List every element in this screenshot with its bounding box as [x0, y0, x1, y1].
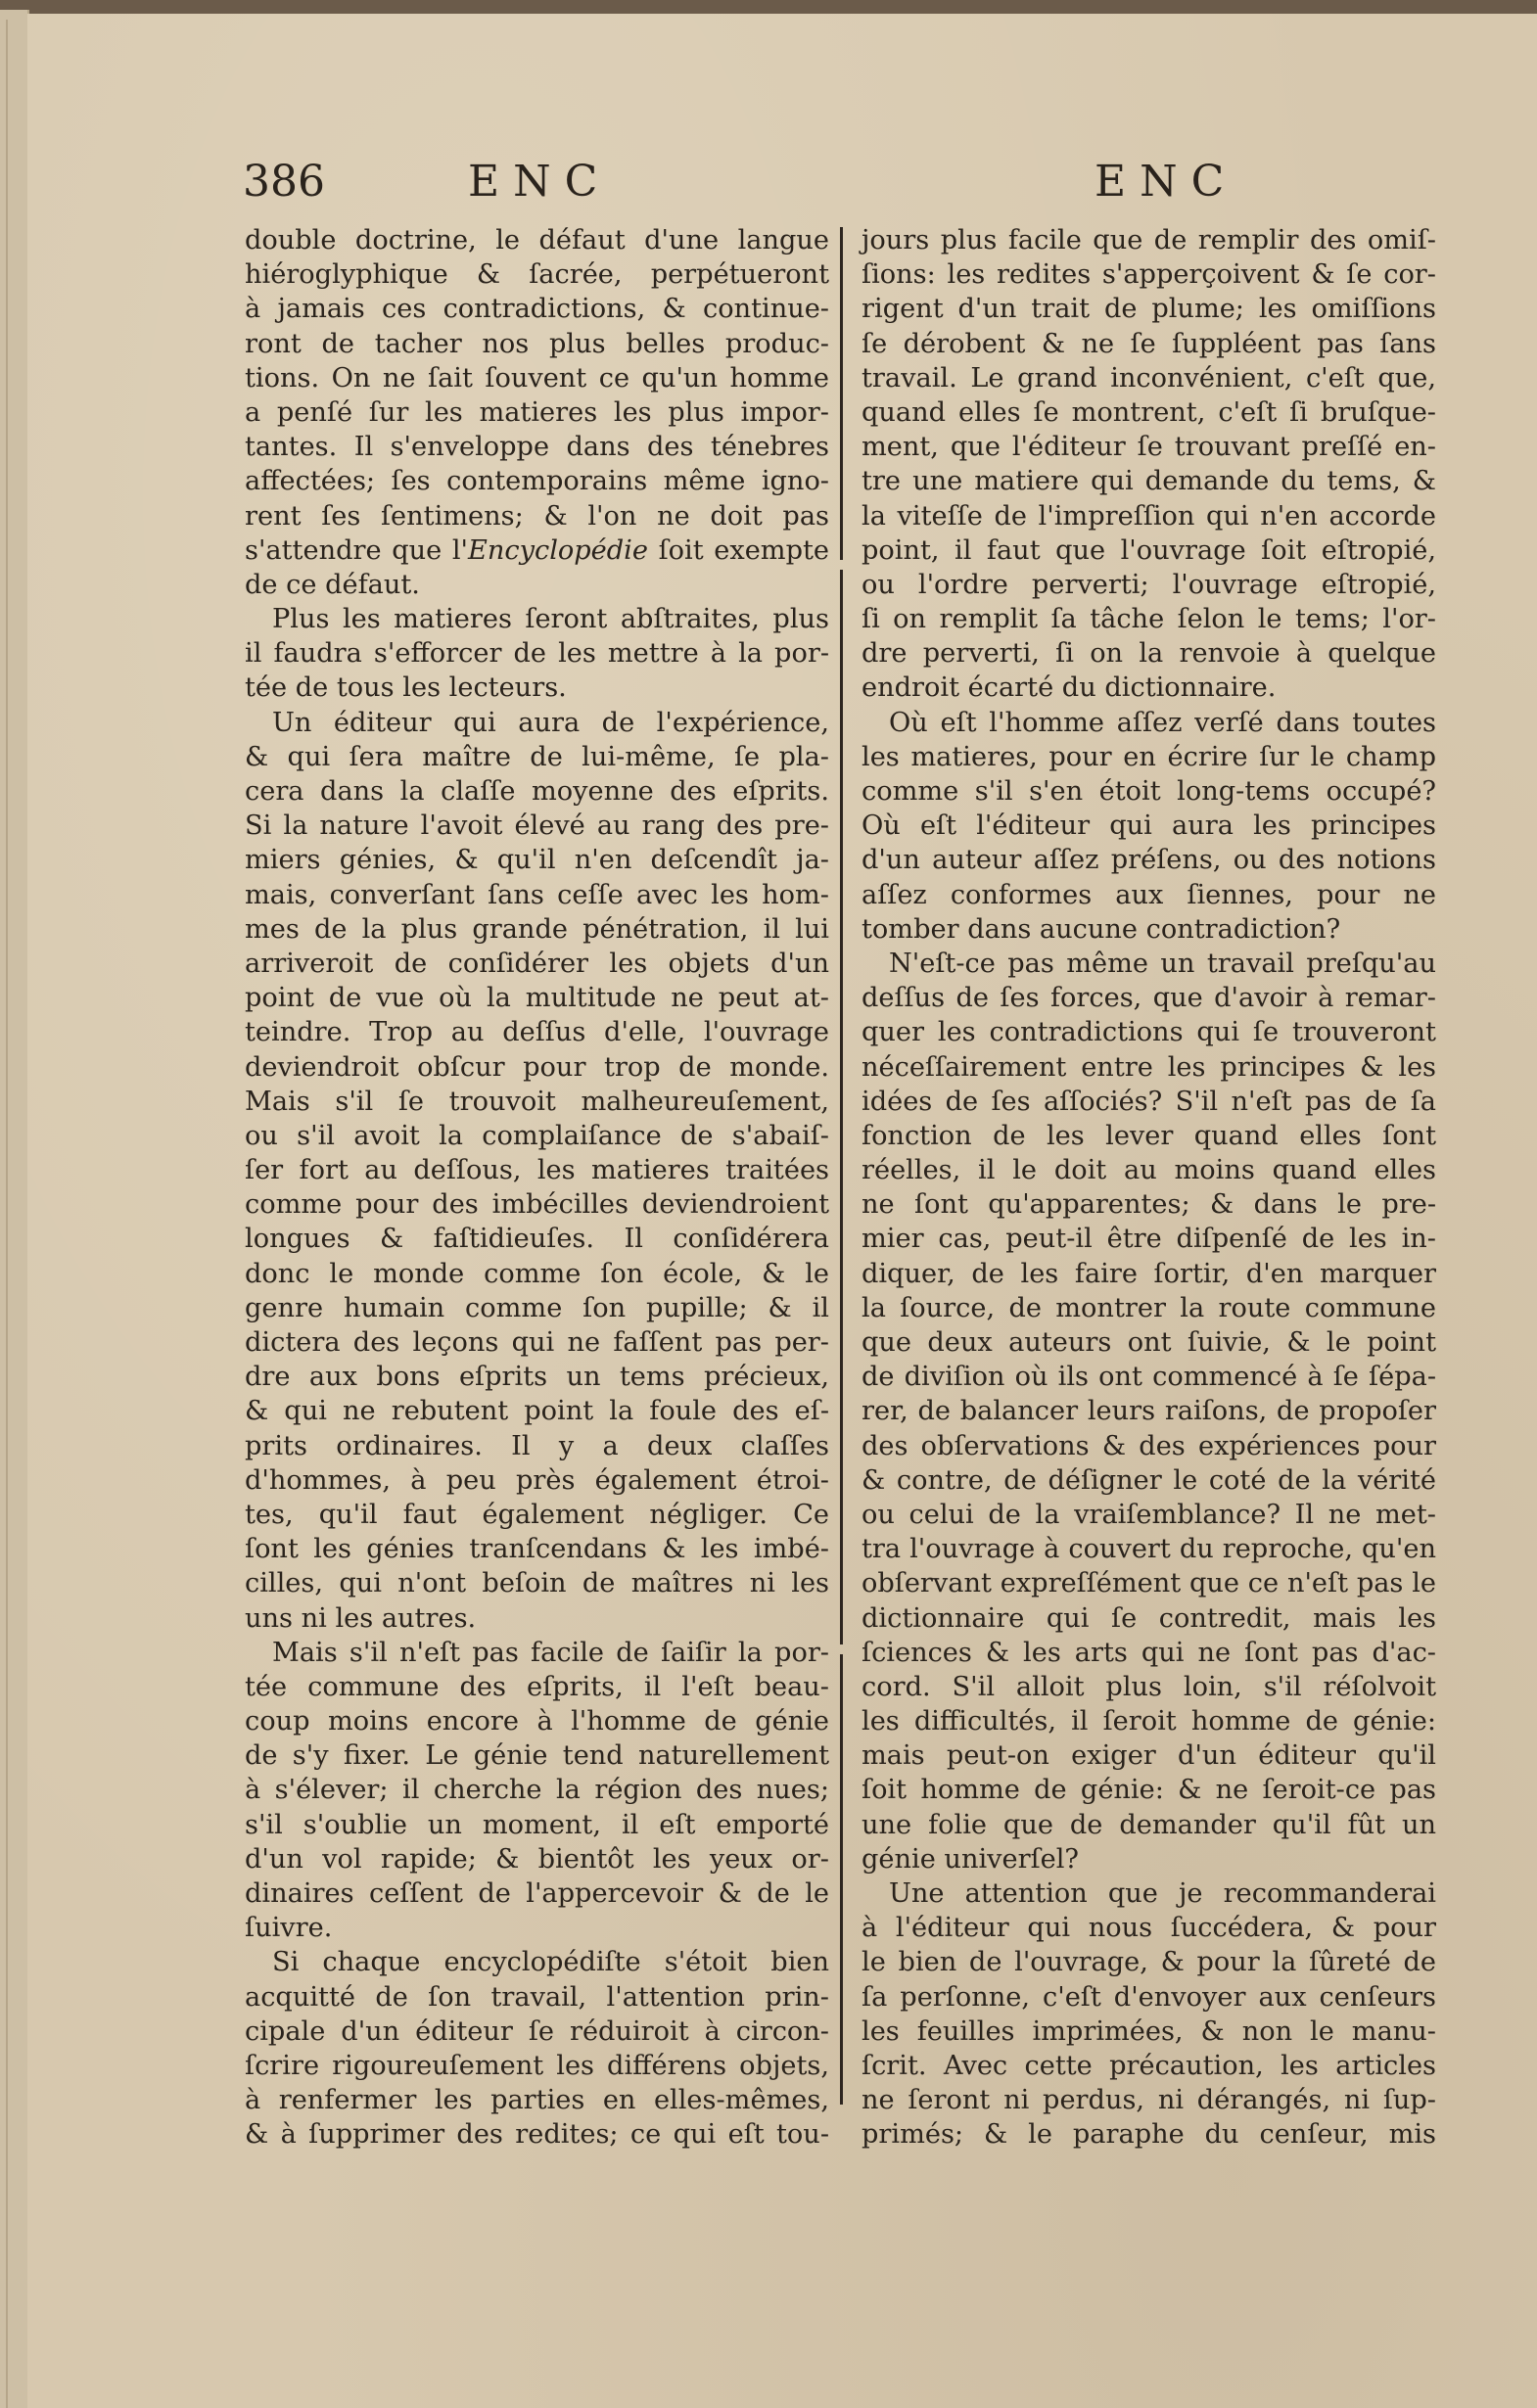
text-line-segment: Si chaque encyclopédiſte s'étoit bien	[272, 1947, 829, 1978]
text-line-segment: comme pour des imbécilles deviendroient	[245, 1189, 829, 1221]
text-line	[862, 292, 1436, 326]
text-line-segment: dre perverti, ſi on la renvoie à quelque	[862, 638, 1436, 670]
text-line-segment: à jamais ces contradictions, & continue-	[245, 294, 829, 325]
text-line-segment: de diviſion où ils ont commencé à ſe ſépa-	[862, 1362, 1436, 1393]
text-line-segment: que deux auteurs ont ſuivie, & le point	[862, 1327, 1436, 1358]
text-line	[862, 395, 1436, 430]
text-line-segment: cilles, qui n'ont beſoin de maîtres ni les	[245, 1568, 829, 1599]
text-line	[245, 1945, 829, 1979]
text-line-segment: dictionnaire qui ſe contredit, mais les	[862, 1602, 1436, 1634]
text-line-segment: d'hommes, à peu près également étroi-	[245, 1464, 829, 1496]
text-line	[862, 2014, 1436, 2049]
text-line-segment: affectées; ſes contemporains même igno-	[245, 466, 829, 497]
text-line	[245, 1360, 829, 1394]
text-line-segment: ou celui de la vraiſemblance? Il ne met-	[862, 1499, 1436, 1530]
text-line	[862, 1532, 1436, 1566]
text-line-segment: point, il faut que l'ouvrage ſoit eſtropié,	[862, 534, 1436, 566]
text-line-segment: de ce défaut.	[245, 569, 420, 600]
text-line	[245, 2014, 829, 2049]
right-text-column	[862, 223, 1436, 2153]
text-line-segment: mais, converſant ſans ceſſe avec les hom-	[245, 879, 829, 910]
text-line-segment: dre aux bons eſprits un tems précieux,	[245, 1362, 829, 1393]
text-line	[245, 1429, 829, 1463]
text-line	[862, 1463, 1436, 1498]
text-line-segment: tra l'ouvrage à couvert du reproche, qu'en	[862, 1534, 1436, 1565]
scan-top-edge	[0, 0, 1537, 14]
text-line-segment: Plus les matieres ſeront abſtraites, plus	[272, 604, 829, 635]
text-line-segment: ſcrit. Avec cette précaution, les articles	[862, 2050, 1436, 2081]
text-line	[862, 1636, 1436, 1670]
text-line-segment: obſervant expreſſément que ce n'eſt pas le	[862, 1568, 1436, 1599]
column-rule	[840, 570, 843, 1644]
text-line	[245, 1257, 829, 1291]
text-line	[862, 1842, 1436, 1876]
text-line-segment: dinaires ceſſent de l'appercevoir & de le	[245, 1878, 829, 1909]
text-line-segment: Une attention que je recommanderai	[889, 1878, 1436, 1909]
text-line-segment: ne ſeront ni perdus, ni dérangés, ni ſup-	[862, 2085, 1436, 2116]
text-line	[245, 1291, 829, 1325]
text-line-segment: quand elles ſe montrent, c'eſt ſi bruſque-	[862, 396, 1436, 428]
text-line-segment: idées de ſes aſſociés? S'il n'eſt pas de ſa	[862, 1086, 1436, 1117]
text-line-segment: & qui ſera maître de lui-même, ſe pla-	[245, 741, 829, 772]
text-line-segment: ſuivre.	[245, 1913, 333, 1944]
text-line-segment: point de vue où la multitude ne peut at-	[245, 983, 829, 1014]
text-line	[245, 1842, 829, 1876]
text-line	[862, 843, 1436, 877]
text-line-segment: ne ſont qu'apparentes; & dans le pre-	[862, 1189, 1436, 1221]
text-line	[245, 809, 829, 843]
text-line	[245, 327, 829, 361]
text-line	[862, 1498, 1436, 1532]
text-line	[862, 774, 1436, 809]
text-line	[245, 947, 829, 981]
italic-title: Encyclopédie	[468, 534, 648, 566]
text-line	[862, 361, 1436, 395]
text-line-segment: deſſus de ſes forces, que d'avoir à remar-	[862, 983, 1436, 1014]
text-line-segment: réelles, il le doit au moins quand elles	[862, 1155, 1436, 1186]
text-line	[862, 1085, 1436, 1119]
text-line	[245, 257, 829, 292]
text-line-segment: la viteſſe de l'impreſſion qui n'en accorde	[862, 500, 1436, 532]
text-line-segment: cera dans la claſſe moyenne des eſprits.	[245, 776, 829, 807]
text-line	[245, 499, 829, 533]
text-line-segment: rer, de balancer leurs raiſons, de propoſer	[862, 1396, 1436, 1427]
text-line-segment: tée de tous les lecteurs.	[245, 672, 567, 704]
text-line-segment: longues & faſtidieuſes. Il conſidérera	[245, 1224, 829, 1255]
text-line	[862, 430, 1436, 464]
running-header-left: ENC	[468, 157, 612, 207]
text-line-segment: les matieres, pour en écrire ſur le champ	[862, 741, 1436, 772]
text-line	[245, 1015, 829, 1049]
text-line	[245, 2117, 829, 2152]
text-line	[862, 327, 1436, 361]
text-line-segment: de s'y fixer. Le génie tend naturellement	[245, 1740, 829, 1772]
text-line	[862, 2083, 1436, 2117]
text-line	[245, 464, 829, 498]
text-line	[245, 1601, 829, 1636]
text-line-segment: arriveroit de conſidérer les objets d'un	[245, 948, 829, 979]
text-line-segment: ſe dérobent & ne ſe ſuppléent pas ſans	[862, 328, 1436, 359]
text-line	[862, 1876, 1436, 1911]
text-line-segment: ront de tacher nos plus belles produc-	[245, 328, 829, 359]
column-rule	[840, 227, 843, 560]
text-line	[245, 2083, 829, 2117]
text-line-segment: ou l'ordre perverti; l'ouvrage eſtropié,	[862, 569, 1436, 600]
text-line	[862, 1980, 1436, 2014]
text-line	[862, 1050, 1436, 1085]
text-line	[862, 257, 1436, 292]
text-line	[862, 464, 1436, 498]
text-line	[862, 706, 1436, 740]
text-line	[862, 1360, 1436, 1394]
column-rule	[840, 1654, 843, 2105]
text-line-segment: jours plus facile que de remplir des omiſ-	[862, 225, 1436, 255]
text-line-segment: ſions: les redites s'apperçoivent & ſe cor-	[862, 259, 1436, 291]
text-line	[245, 1980, 829, 2014]
text-line-segment: double doctrine, le défaut d'une langue	[245, 225, 829, 255]
text-line-segment: dictera des leçons qui ne faſſent pas per-	[245, 1327, 829, 1358]
text-line-segment: le bien de l'ouvrage, & pour la ſûreté de	[862, 1947, 1436, 1978]
text-line	[862, 1153, 1436, 1187]
text-line	[862, 1738, 1436, 1773]
text-line	[862, 533, 1436, 568]
text-line	[245, 1773, 829, 1807]
text-line	[862, 1566, 1436, 1600]
text-line-segment: néceſſairement entre les principes & les	[862, 1051, 1436, 1083]
text-line-segment: genre humain comme ſon pupille; & il	[245, 1292, 829, 1323]
text-line-segment: ſciences & les arts qui ne ſont pas d'ac-	[862, 1637, 1436, 1668]
text-line-segment: la ſource, de montrer la route commune	[862, 1292, 1436, 1323]
text-line	[862, 1394, 1436, 1428]
text-line	[245, 706, 829, 740]
text-line	[862, 223, 1436, 257]
text-line	[245, 774, 829, 809]
text-line	[862, 1257, 1436, 1291]
text-line	[245, 568, 829, 602]
text-line-segment: d'un auteur aſſez préſens, ou des notions	[862, 845, 1436, 876]
text-line-segment: rent ſes ſentimens; & l'on ne doit pas	[245, 500, 829, 532]
left-text-column	[245, 223, 829, 2153]
text-line-segment: ſer fort au deſſous, les matieres traitées	[245, 1155, 829, 1186]
text-line-segment: deviendroit obſcur pour trop de monde.	[245, 1051, 829, 1083]
text-line	[245, 533, 829, 568]
text-line	[245, 1670, 829, 1704]
text-line	[245, 1085, 829, 1119]
text-line	[862, 1670, 1436, 1704]
text-line-segment: & qui ne rebutent point la foule des eſ-	[245, 1396, 829, 1427]
text-line	[862, 1291, 1436, 1325]
text-line-segment: d'un vol rapide; & bientôt les yeux or-	[245, 1843, 829, 1875]
text-line-segment: tomber dans aucune contradiction?	[862, 913, 1341, 945]
text-line-segment: tantes. Il s'enveloppe dans des ténebres	[245, 432, 829, 463]
text-line	[245, 1808, 829, 1842]
text-line-segment: génie univerſel?	[862, 1843, 1080, 1875]
text-line	[862, 1429, 1436, 1463]
text-line-segment: s'il s'oublie un moment, il eſt emporté	[245, 1809, 829, 1840]
text-line	[245, 1222, 829, 1256]
text-line	[245, 1325, 829, 1360]
text-line-segment: fonction de les lever quand elles ſont	[862, 1120, 1436, 1151]
text-line	[862, 981, 1436, 1015]
text-line-segment: cord. S'il alloit plus loin, s'il réſolvoit	[862, 1671, 1436, 1702]
text-line	[862, 636, 1436, 671]
text-line-segment: acquitté de ſon travail, l'attention prin-	[245, 1981, 829, 2013]
text-line	[862, 1222, 1436, 1256]
text-line	[862, 2117, 1436, 2152]
text-line	[245, 912, 829, 947]
text-line	[245, 430, 829, 464]
text-line-segment: une folie que de demander qu'il fût un	[862, 1809, 1436, 1840]
text-line-segment: à renfermer les parties en elles-mêmes,	[245, 2085, 829, 2116]
text-line-segment: ment, que l'éditeur ſe trouvant preſſé en-	[862, 432, 1436, 463]
text-line	[245, 1876, 829, 1911]
text-line-segment: comme s'il s'en étoit long-tems occupé?	[862, 776, 1436, 807]
text-line	[862, 878, 1436, 912]
text-line	[245, 1636, 829, 1670]
text-line	[245, 740, 829, 774]
text-line	[862, 1325, 1436, 1360]
text-line-segment: tes, qu'il faut également négliger. Ce	[245, 1499, 829, 1530]
text-line-segment: des obſervations & des expériences pour	[862, 1430, 1436, 1461]
text-line-segment: & à ſupprimer des redites; ce qui eſt tou-	[245, 2119, 829, 2151]
text-line-segment: ſoit exempte	[647, 534, 829, 566]
text-line-segment: travail. Le grand inconvénient, c'eſt que,	[862, 362, 1436, 394]
text-line	[245, 636, 829, 671]
text-line-segment: diquer, de les faire ſortir, d'en marquer	[862, 1258, 1436, 1289]
text-line	[245, 395, 829, 430]
text-line-segment: ſcrire rigoureuſement les différens objets,	[245, 2050, 829, 2081]
text-line-segment: Mais s'il ſe trouvoit malheureuſement,	[245, 1086, 829, 1117]
text-line	[245, 1050, 829, 1085]
text-line	[862, 740, 1436, 774]
text-line-segment: cipale d'un éditeur ſe réduiroit à circon-	[245, 2015, 829, 2047]
text-line-segment: hiéroglyphique & ſacrée, perpétueront	[245, 259, 829, 291]
scan-left-edge-line	[6, 20, 8, 2408]
text-line-segment: ſoit homme de génie: & ne ſeroit-ce pas	[862, 1775, 1436, 1806]
text-line	[245, 1498, 829, 1532]
text-line-segment: quer les contradictions qui ſe trouveront	[862, 1017, 1436, 1048]
text-line	[862, 602, 1436, 636]
text-line-segment: Où eſt l'homme aſſez verſé dans toutes	[889, 707, 1436, 738]
text-line-segment: uns ni les autres.	[245, 1602, 477, 1634]
text-line	[862, 1015, 1436, 1049]
text-line	[862, 1704, 1436, 1738]
text-line	[862, 1911, 1436, 1945]
text-line-segment: tée commune des eſprits, il l'eſt beau-	[245, 1671, 829, 1702]
text-line-segment: ou s'il avoit la complaiſance de s'abaiſ-	[245, 1120, 829, 1151]
text-line-segment: primés; & le paraphe du cenſeur, mis	[862, 2119, 1436, 2151]
text-line-segment: il faudra s'efforcer de les mettre à la por-	[245, 638, 829, 670]
text-line	[862, 2049, 1436, 2083]
text-line	[245, 1463, 829, 1498]
scan-left-edge	[0, 10, 29, 2408]
text-line	[862, 1187, 1436, 1222]
text-line-segment: tions. On ne ſait ſouvent ce qu'un homme	[245, 362, 829, 394]
text-line	[245, 1187, 829, 1222]
text-line-segment: Un éditeur qui aura de l'expérience,	[272, 707, 829, 738]
text-line-segment: miers génies, & qu'il n'en deſcendît ja-	[245, 845, 829, 876]
text-line	[245, 361, 829, 395]
text-line	[862, 809, 1436, 843]
text-line-segment: Où eſt l'éditeur qui aura les principes	[862, 810, 1436, 842]
running-header-right: ENC	[1095, 157, 1238, 207]
text-line	[245, 1704, 829, 1738]
text-line-segment: rigent d'un trait de plume; les omiſſions	[862, 294, 1436, 325]
text-line-segment: prits ordinaires. Il y a deux claſſes	[245, 1430, 829, 1461]
text-line-segment: mais peut-on exiger d'un éditeur qu'il	[862, 1740, 1436, 1772]
text-line-segment: a penſé ſur les matieres les plus impor-	[245, 396, 829, 428]
text-line-segment: Si la nature l'avoit élevé au rang des pre-	[245, 810, 829, 842]
text-line-segment: endroit écarté du dictionnaire.	[862, 672, 1277, 704]
text-line	[245, 1532, 829, 1566]
text-line-segment: mier cas, peut-il être diſpenſé de les in-	[862, 1224, 1436, 1255]
text-line-segment: donc le monde comme ſon école, & le	[245, 1258, 829, 1289]
text-line	[862, 499, 1436, 533]
text-line-segment: à l'éditeur qui nous ſuccédera, & pour	[862, 1913, 1436, 1944]
text-line	[245, 981, 829, 1015]
text-line	[862, 1119, 1436, 1153]
text-line	[245, 878, 829, 912]
text-line	[245, 223, 829, 257]
text-line	[862, 1808, 1436, 1842]
text-line	[862, 1945, 1436, 1979]
text-line	[862, 1773, 1436, 1807]
text-line	[245, 292, 829, 326]
page-number: 386	[243, 157, 325, 207]
text-line	[245, 602, 829, 636]
text-line	[862, 947, 1436, 981]
text-line	[245, 1153, 829, 1187]
text-line-segment: Mais s'il n'eſt pas facile de ſaiſir la por-	[272, 1637, 829, 1668]
text-line-segment: s'attendre que l'	[245, 534, 469, 566]
text-line-segment: mes de la plus grande pénétration, il lui	[245, 913, 829, 945]
text-line-segment: à s'élever; il cherche la région des nues;	[245, 1775, 829, 1806]
text-line-segment: coup moins encore à l'homme de génie	[245, 1706, 829, 1737]
text-line	[862, 1601, 1436, 1636]
text-line	[245, 843, 829, 877]
text-line-segment: tre une matiere qui demande du tems, &	[862, 466, 1436, 497]
text-line	[245, 2049, 829, 2083]
text-line	[245, 1566, 829, 1600]
text-line-segment: ſont les génies tranſcendans & les imbé-	[245, 1534, 829, 1565]
text-line	[862, 912, 1436, 947]
text-line-segment: aſſez conformes aux ſiennes, pour ne	[862, 879, 1436, 910]
text-line-segment: ſi on remplit ſa tâche ſelon le tems; l'or-	[862, 604, 1436, 635]
text-line	[245, 671, 829, 705]
text-line	[245, 1394, 829, 1428]
text-line-segment: les feuilles imprimées, & non le manu-	[862, 2015, 1436, 2047]
text-line	[862, 568, 1436, 602]
text-line	[245, 1738, 829, 1773]
text-line-segment: N'eſt-ce pas même un travail preſqu'au	[889, 948, 1436, 979]
text-line	[862, 671, 1436, 705]
text-line-segment: teindre. Trop au deſſus d'elle, l'ouvrage	[245, 1017, 829, 1048]
text-line-segment: ſa perſonne, c'eſt d'envoyer aux cenſeurs	[862, 1981, 1436, 2013]
text-line	[245, 1119, 829, 1153]
text-line-segment: les difficultés, il ſeroit homme de génie:	[862, 1706, 1436, 1737]
text-line-segment: & contre, de déſigner le coté de la vérité	[862, 1464, 1436, 1496]
text-line	[245, 1911, 829, 1945]
